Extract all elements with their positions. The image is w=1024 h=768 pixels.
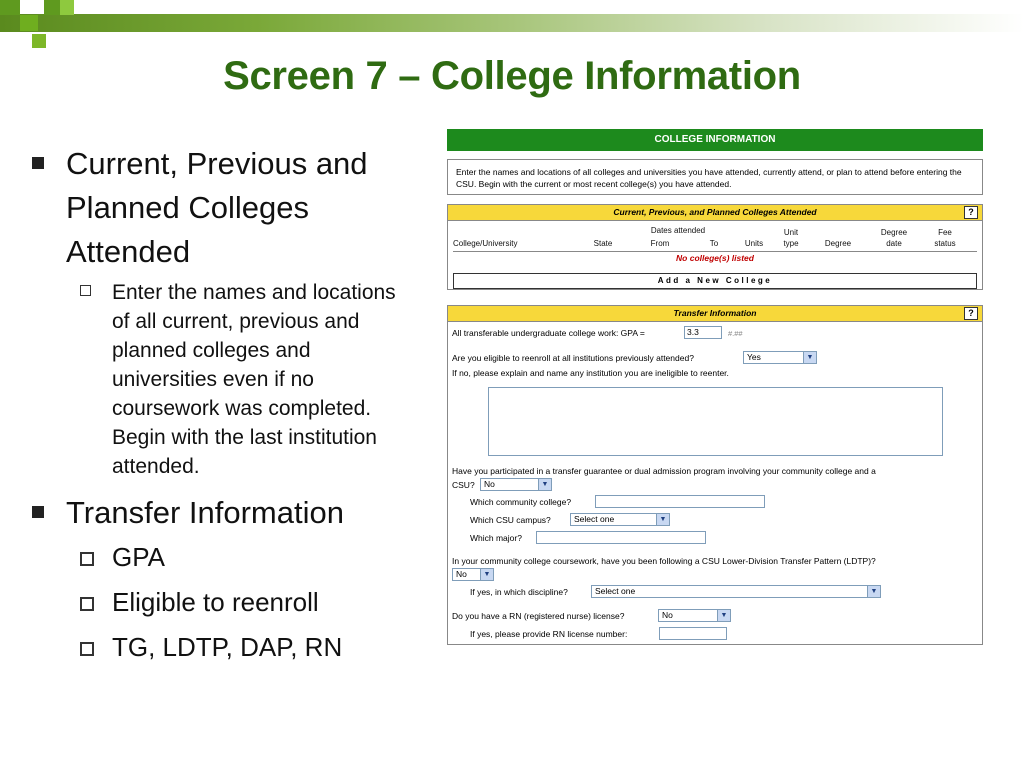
decor-square (20, 15, 38, 31)
column-header: Degree (880, 228, 908, 237)
rn-number-label: If yes, please provide RN license number: (470, 629, 628, 639)
gpa-input[interactable]: 3.3 (684, 326, 722, 339)
bullet-text: Eligible to reenroll (112, 587, 319, 617)
rn-license-select[interactable] (658, 609, 731, 622)
slide-title: Screen 7 – College Information (223, 54, 801, 98)
chevron-down-icon: ▼ (867, 586, 880, 597)
ldtp-select[interactable] (452, 568, 494, 581)
transfer-guarantee-select[interactable] (480, 478, 552, 491)
transfer-guarantee-label: Have you participated in a transfer guarantee or dual admission program involving your community college and a (452, 466, 876, 476)
ldtp-label: In your community college coursework, have you been following a CSU Lower-Division Transfer Pattern (LDTP)? (452, 556, 876, 566)
section-header (448, 205, 982, 221)
chevron-down-icon: ▼ (538, 479, 551, 490)
column-header: status (934, 239, 956, 248)
add-new-college-button[interactable]: Add a New College (453, 273, 977, 289)
bullet-text: Transfer Information (66, 495, 344, 530)
section-header (448, 306, 982, 322)
reenroll-label: Are you eligible to reenroll at all institutions previously attended? (452, 353, 694, 363)
discipline-select[interactable] (591, 585, 881, 598)
csu-campus-select[interactable] (570, 513, 670, 526)
bullet-text: Enter the names and locations of all current, previous and planned colleges and universities even if no coursework was completed. Begin with the last institution attended. (112, 281, 396, 478)
square-bullet-icon (32, 506, 44, 518)
bullet-level2 (30, 535, 410, 580)
square-bullet-icon (32, 157, 44, 169)
discipline-selected: Select one (595, 586, 636, 596)
major-label: Which major? (470, 533, 522, 543)
bullet-text: Current, Previous and Planned Colleges Attended (66, 146, 368, 269)
decor-square (0, 0, 20, 15)
community-college-label: Which community college? (470, 497, 572, 507)
bullet-text: GPA (112, 542, 165, 572)
reenroll-select[interactable] (743, 351, 817, 364)
explain-label: If no, please explain and name any institution you are ineligible to reenter. (452, 368, 729, 378)
decor-square (32, 34, 46, 48)
form-instructions: Enter the names and locations of all colleges and universities you have attended, currently attend, or plan to attend before entering the CSU. Begin with the current or most recent college(s) you have attended. (447, 159, 983, 195)
section-title: Current, Previous, and Planned Colleges Attended (613, 207, 817, 217)
chevron-down-icon: ▼ (656, 514, 669, 525)
column-header: Unit (783, 228, 799, 237)
column-header: type (783, 239, 799, 248)
bullet-level2 (30, 278, 410, 481)
community-college-input[interactable] (595, 495, 765, 508)
gpa-format-hint: #.## (728, 329, 743, 338)
empty-list-message: No college(s) listed (676, 253, 754, 263)
ineligible-explanation-textarea[interactable] (488, 387, 943, 456)
bullet-text: TG, LDTP, DAP, RN (112, 632, 343, 662)
reenroll-selected: Yes (747, 352, 761, 362)
transfer-guarantee-label-cont: CSU? (452, 480, 475, 490)
decor-square (44, 0, 60, 15)
discipline-label: If yes, in which discipline? (470, 587, 568, 597)
help-icon[interactable]: ? (964, 307, 978, 320)
column-header: To (709, 239, 719, 248)
section-title: Transfer Information (673, 308, 757, 318)
ldtp-selected: No (456, 569, 467, 579)
bullet-level2 (30, 625, 410, 670)
header-gradient-bar (0, 14, 1024, 32)
csu-campus-selected: Select one (574, 514, 615, 524)
major-input[interactable] (536, 531, 706, 544)
rn-number-input[interactable] (659, 627, 727, 640)
column-header: Units (744, 239, 764, 248)
help-icon[interactable]: ? (964, 206, 978, 219)
bullet-level1 (30, 142, 410, 274)
colleges-attended-section (447, 204, 983, 290)
column-header: Degree (824, 239, 852, 248)
transfer-information-section (447, 305, 983, 645)
column-group-label: Dates attended (650, 226, 706, 235)
column-header: College/University (453, 239, 518, 248)
bullet-level1 (30, 491, 410, 535)
transfer-guarantee-selected: No (484, 479, 495, 489)
csu-campus-label: Which CSU campus? (470, 515, 551, 525)
hollow-square-bullet-icon (80, 552, 94, 566)
gpa-label: All transferable undergraduate college work: GPA = (452, 328, 645, 338)
column-header: From (650, 239, 670, 248)
form-header: COLLEGE INFORMATION (447, 129, 983, 151)
column-header: date (886, 239, 902, 248)
hollow-square-bullet-icon (80, 642, 94, 656)
divider (453, 251, 977, 252)
bullet-level2 (30, 580, 410, 625)
rn-license-label: Do you have a RN (registered nurse) license? (452, 611, 625, 621)
chevron-down-icon: ▼ (717, 610, 730, 621)
chevron-down-icon: ▼ (480, 569, 493, 580)
column-header: Fee (938, 228, 952, 237)
hollow-square-bullet-icon (80, 597, 94, 611)
hollow-square-bullet-icon (80, 285, 91, 296)
bullet-list (30, 142, 410, 670)
decor-square (60, 0, 74, 15)
chevron-down-icon: ▼ (803, 352, 816, 363)
rn-license-selected: No (662, 610, 673, 620)
column-header: State (593, 239, 613, 248)
